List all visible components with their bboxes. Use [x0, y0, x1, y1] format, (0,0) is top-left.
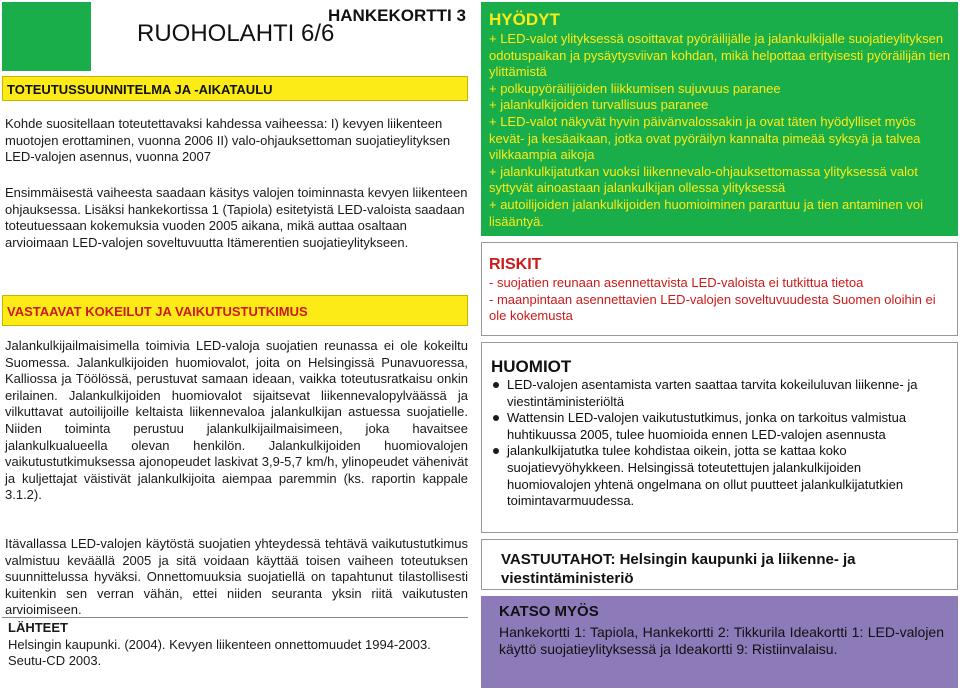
page-title: RUOHOLAHTI 6/6	[137, 20, 335, 47]
schedule-paragraph-2: Ensimmäisestä vaiheesta saadaan käsitys valojen toiminnasta kevyen liikenteen ohjauksessa. Lisäksi hankekortissa 1 (Tapiola) esitetyistä LED-valoista saadaan toteutuessaan kokemuksia vuoden 2005 aikana, mikä auttaa osaltaan arvioimaan LED-valojen soveltuvuutta Itämerentien suojatieylitykseen.	[5, 185, 468, 250]
green-square-logo	[2, 2, 91, 71]
bullet-icon	[493, 448, 499, 454]
benefit-item: + jalankulkijoiden turvallisuus paranee	[489, 97, 709, 113]
source-item: Seutu-CD 2003.	[8, 653, 102, 669]
sources-list	[8, 637, 463, 669]
benefits-list	[489, 31, 951, 230]
bullet-icon	[493, 415, 499, 421]
benefit-item: + polkupyöräilijöiden liikkumisen sujuvuus paranee	[489, 80, 781, 96]
notes-list	[491, 377, 946, 510]
risk-item: - maanpintaan asennettavien LED-valojen soveltuvuudesta Suomen oloihin ei ole kokemusta	[489, 291, 936, 324]
benefit-item: + LED-valot ylityksessä osoittavat pyöräilijälle ja jalankulkijalle suojatieylityksen odotuspaikan ja pysäytysviivan kohdan, mikä helpottaa erityisesti pyöräilijän tien ylittämistä	[489, 31, 951, 80]
notes-heading: HUOMIOT	[491, 357, 572, 376]
card-number: HANKEKORTTI 3	[328, 6, 466, 25]
studies-paragraph-1: Jalankulkijailmaisimella toimivia LED-valoja suojatien reunassa ei ole kokeiltu Suomessa. Jalankulkijoiden huomiovalot, joita on Helsingissä Punavuoressa, Kalliossa ja Töölössä, perustuvat samaan ideaan, vaikka toteutusratkaisu onkin erilainen. Jalankulkijoiden huomiovalot sijaitsevat liikennevalopylväässä ja vilkuttavat autoilijoille keltaista liikennevaloa jalankulkijan astuessa suojatielle. Niiden toiminta perustuu jalankulkijailmaisimeen, joka havaitsee jalankulkualueella olevan henkilön. Jalankulkijoiden huomiovalojen vaikutustutkimuksessa ajonopeudet laskivat 3,9-5,7 km/h, ylinopeudet vähenivät ja kuljettajat väistivät jalankulkijoita aiempaa paremmin (ks. raportin kappale 3.1.2).	[5, 338, 468, 503]
sources-heading: LÄHTEET	[8, 620, 68, 635]
risks-list	[489, 275, 951, 325]
studies-paragraph-2: Itävallassa LED-valojen käytöstä suojatien yhteydessä tehtävä vaikutustutkimus valmistuu keväällä 2005 ja sitä voidaan käyttää toisen vaiheen toteutuksen suunnittelussa hyväksi. Onnettomuuksia suojatiellä on tapahtunut tilastollisesti kuitenkin sen verran vähän, ettei niiden seuranta yksin riitä vaikutusten arvioimiseen.	[5, 536, 468, 618]
note-text: Wattensin LED-valojen vaikutustutkimus, jonka on tarkoitus valmistua huhtikuussa 2005, tulee huomioida ennen LED-valojen asennusta	[507, 410, 907, 442]
source-item: Helsingin kaupunki. (2004). Kevyen liikenteen onnettomuudet 1994-2003.	[8, 637, 431, 652]
see-also-text: Hankekortti 1: Tapiola, Hankekortti 2: Tikkurila Ideakortti 1: LED-valojen käyttö suojatieylityksessä ja Ideakortti 9: Ristiinvalaisu.	[499, 624, 944, 657]
note-item	[491, 410, 946, 443]
note-item	[491, 443, 946, 509]
studies-heading: VASTAAVAT KOKEILUT JA VAIKUTUSTUTKIMUS	[2, 295, 468, 326]
schedule-heading: TOTEUTUSSUUNNITELMA JA -AIKATAULU	[2, 76, 468, 101]
note-item	[491, 377, 946, 410]
risks-heading: RISKIT	[489, 256, 542, 273]
note-text: LED-valojen asentamista varten saattaa tarvita kokeiluluvan liikenne- ja viestintäministeriöltä	[507, 377, 918, 409]
risk-item: - suojatien reunaan asennettavista LED-valoista ei tutkittua tietoa	[489, 275, 864, 290]
bullet-icon	[493, 382, 499, 388]
benefit-item: + jalankulkijatutkan vuoksi liikennevalo-ohjauksettomassa ylityksessä valot syttyvät ainoastaan jalankulkijan ollessa ylityksessä	[489, 163, 918, 196]
responsible-text: VASTUUTAHOT: Helsingin kaupunki ja liikenne- ja viestintäministeriö	[501, 551, 856, 587]
benefit-item: + autoilijoiden jalankulkijoiden huomioiminen parantuu ja tien antaminen voi lisääntyä.	[489, 196, 923, 229]
schedule-paragraph-1: Kohde suositellaan toteutettavaksi kahdessa vaiheessa: I) kevyen liikenteen muotojen erottaminen, vuonna 2006 II) valo-ohjauksettoman suojatieylityksen LED-valojen asennus, vuonna 2007	[5, 116, 451, 165]
benefit-item: + LED-valot näkyvät hyvin päivänvalossakin ja ovat täten hyödylliset myös kevät- ja kesäaikaan, jotka ovat pyöräilyn kannalta pimeää syksyä ja talvea vilkkaampia aikoja	[489, 113, 921, 163]
benefits-heading: HYÖDYT	[489, 10, 560, 29]
note-text: jalankulkijatutka tulee kohdistaa oikein, jotta se kattaa koko suojatievyöhykkeen. Helsingissä toteutettujen jalankulkijoiden huomiovalojen yhtenä ongelmana on ollut puutteet jalankulkijatutkien toimintavarmuudessa.	[507, 443, 904, 509]
see-also-heading: KATSO MYÖS	[499, 603, 599, 620]
